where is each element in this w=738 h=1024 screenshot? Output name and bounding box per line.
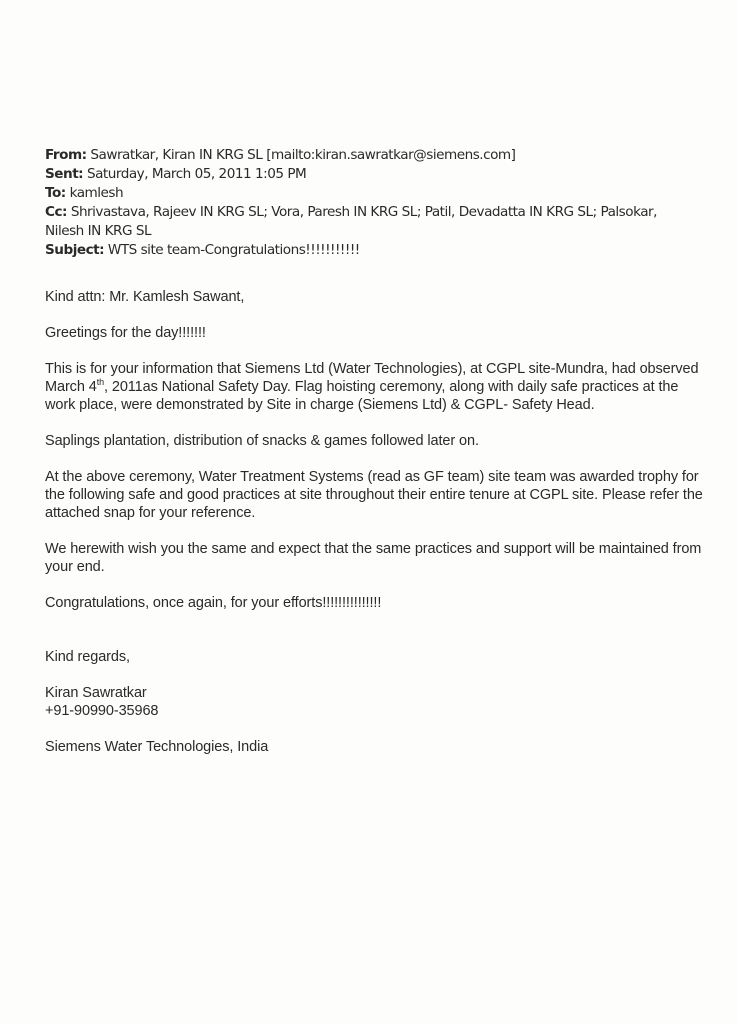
paragraph-info-part1: This is for your information that Siemens Ltd (Water Technologies), at CGPL site-Mundra, had observed March 4: [45, 361, 699, 395]
closing: Kind regards,: [45, 649, 130, 665]
from-label: From:: [45, 147, 87, 163]
signature-name: Kiran Sawratkar: [45, 685, 147, 701]
ordinal-suffix: th: [96, 377, 104, 388]
signature-company: Siemens Water Technologies, India: [45, 739, 269, 755]
cc-row: [45, 203, 695, 241]
to-value: kamlesh: [69, 185, 124, 201]
paragraph-info: [45, 360, 705, 414]
email-body: [45, 288, 705, 756]
paragraph-award: At the above ceremony, Water Treatment Systems (read as GF team) site team was awarded trophy for the following safe and good practices at site throughout their entire tenure at CGPL site. Please refer the attached snap for your reference.: [45, 469, 703, 521]
from-value: Sawratkar, Kiran IN KRG SL [mailto:kiran.sawratkar@siemens.com]: [90, 147, 516, 163]
sent-label: Sent:: [45, 166, 84, 182]
from-row: [45, 146, 695, 165]
paragraph-info-part2: , 2011as National Safety Day. Flag hoisting ceremony, along with daily safe practices at the work place, were demonstrated by Site in charge (Siemens Ltd) & CGPL- Safety Head.: [45, 379, 679, 413]
paragraph-congratulations: Congratulations, once again, for your efforts!!!!!!!!!!!!!!!: [45, 595, 382, 611]
greeting: Greetings for the day!!!!!!!: [45, 325, 206, 341]
salutation: Kind attn: Mr. Kamlesh Sawant,: [45, 289, 245, 305]
cc-label: Cc:: [45, 204, 67, 220]
email-header: [45, 146, 695, 260]
subject-value: WTS site team-Congratulations!!!!!!!!!!!: [107, 242, 360, 258]
to-label: To:: [45, 185, 66, 201]
sent-row: [45, 165, 695, 184]
subject-row: [45, 241, 695, 260]
subject-label: Subject:: [45, 242, 105, 258]
signature-phone: +91-90990-35968: [45, 703, 159, 719]
sent-value: Saturday, March 05, 2011 1:05 PM: [86, 166, 307, 182]
paragraph-saplings: Saplings plantation, distribution of snacks & games followed later on.: [45, 433, 479, 449]
cc-value: Shrivastava, Rajeev IN KRG SL; Vora, Paresh IN KRG SL; Patil, Devadatta IN KRG SL; Palsokar, Nilesh IN KRG SL: [45, 204, 657, 239]
paragraph-wish: We herewith wish you the same and expect that the same practices and support will be maintained from your end.: [45, 541, 702, 575]
to-row: [45, 184, 695, 203]
